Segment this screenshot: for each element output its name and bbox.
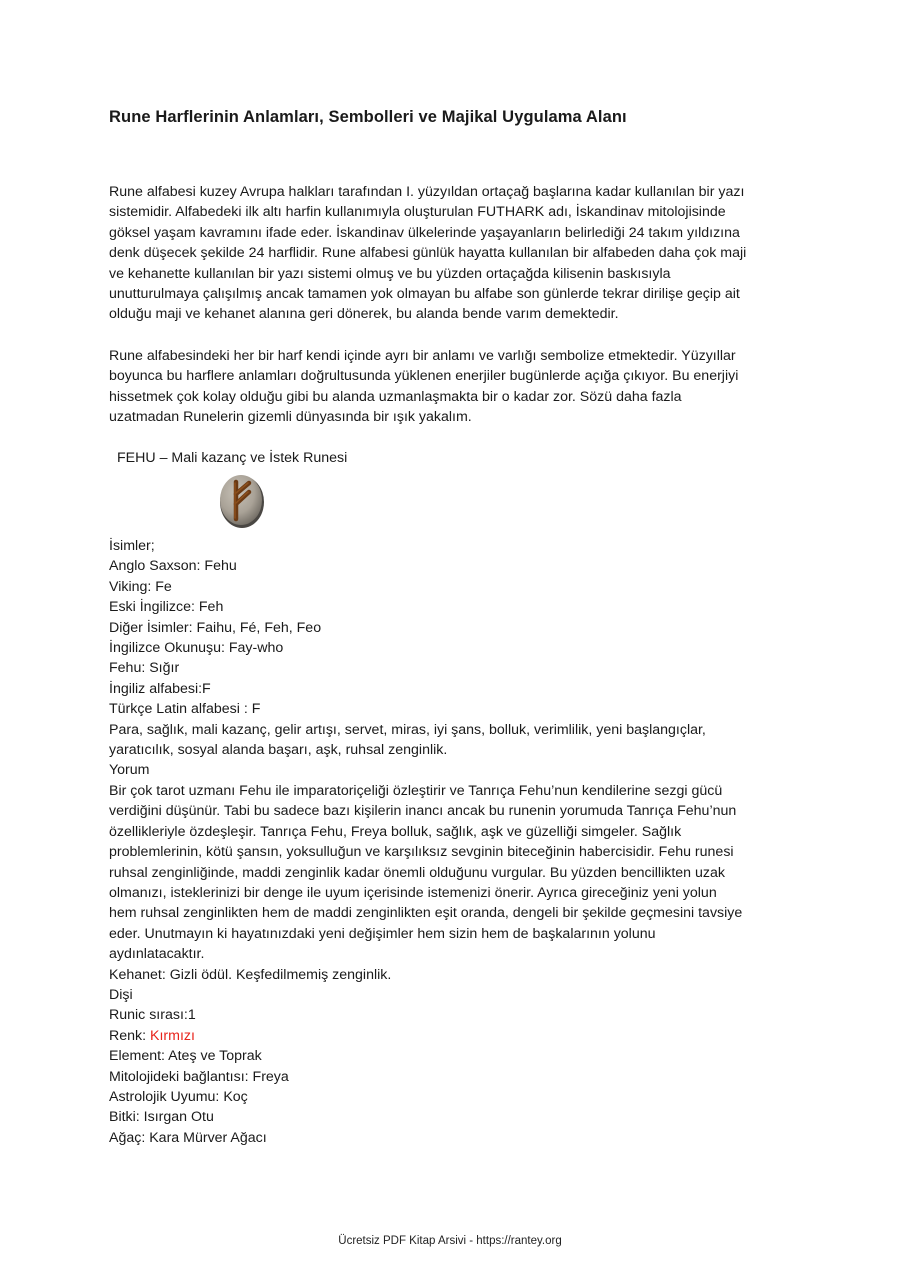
interpretation-line: verdiğini düşünür. Tabi bu sadece bazı kişilerin inancı ancak bu runenin yorumuda Tanrıça Fehu’nun [109, 803, 737, 820]
intro-paragraph [109, 182, 799, 325]
interpretation-line: özellikleriyle özdeşleşir. Tanrıça Fehu, Freya bolluk, sağlık, aşk ve güzelliği simgeler. Sağlık [109, 823, 682, 840]
astrology: Astrolojik Uyumu: Koç [109, 1088, 248, 1105]
text-line: unutturulmaya çalışılmış ancak tamamen yok olmayan bu alfabe son günlerde tekrar dirilişe geçip ait [109, 286, 740, 303]
page-title: Rune Harflerinin Anlamları, Sembolleri ve Majikal Uygulama Alanı [109, 108, 627, 126]
fehu-rune-stone-image [218, 472, 266, 530]
keywords-line: Para, sağlık, mali kazanç, gelir artışı, servet, miras, iyi şans, bolluk, verimlilik, yeni başlangıçlar, [109, 721, 706, 738]
interpretation-line: eder. Unutmayın ki hayatınızdaki yeni değişimler hem sizin hem de başkalarının yolunu [109, 925, 656, 942]
text-line: denk düşecek şekilde 24 harflidir. Rune alfabesi günlük hayatta kullanılan bir alfabeden daha çok maji [109, 245, 747, 262]
runic-order: Runic sırası:1 [109, 1007, 196, 1024]
text-line: boyunca bu harflere anlamları doğrultusunda yüklenen enerjiler bugünlerde açığa çıkıyor. Bu enerjiyi [109, 368, 739, 385]
interpretation-header: Yorum [109, 762, 150, 779]
turkish-alphabet: Türkçe Latin alfabesi : F [109, 701, 261, 718]
rune-heading: FEHU – Mali kazanç ve İstek Runesi [117, 450, 348, 466]
text-line: ve kehanette kullanılan bir yazı sistemi olmuş ve bu yüzden ortaçağda kilisenin baskısıyla [109, 265, 671, 282]
pronunciation: İngilizce Okunuşu: Fay-who [109, 640, 284, 657]
interpretation-line: problemlerinin, kötü şansın, yoksulluğun ve karşılıksız sevginin biteceğinin habercisidir. Fehu runesi [109, 844, 734, 861]
keywords-line: yaratıcılık, sosyal alanda başarı, aşk, ruhsal zenginlik. [109, 742, 448, 759]
fehu-rune-icon [218, 472, 266, 530]
interpretation-line: aydınlatacaktır. [109, 946, 205, 963]
text-line: olduğu maji ve kehanet alanına geri dönerek, bu alanda bende varım demektedir. [109, 306, 619, 323]
second-paragraph [109, 346, 799, 428]
old-english-name: Eski İngilizce: Feh [109, 599, 224, 616]
viking-name: Viking: Fe [109, 578, 172, 595]
names-header: İsimler; [109, 538, 155, 554]
rune-meaning: Fehu: Sığır [109, 660, 180, 677]
anglo-saxon-name: Anglo Saxson: Fehu [109, 558, 237, 575]
other-names: Diğer İsimler: Faihu, Fé, Feh, Feo [109, 619, 322, 636]
page-footer: Ücretsiz PDF Kitap Arsivi - https://rantey.org [338, 1235, 562, 1247]
mythology: Mitolojideki bağlantısı: Freya [109, 1068, 289, 1085]
rune-details [109, 536, 799, 1148]
element: Element: Ateş ve Toprak [109, 1048, 262, 1065]
text-line: sistemidir. Alfabedeki ilk altı harfin kullanımıyla oluşturulan FUTHARK adı, İskandinav mitolojisinde [109, 204, 726, 221]
text-line: uzatmadan Runelerin gizemli dünyasında bir ışık yakalım. [109, 409, 472, 426]
color-line [109, 1026, 799, 1046]
interpretation-line: ruhsal zenginliğinde, maddi zenginlik kadar önemli olduğunu vurgular. Bu yüzden bencillikten uzak [109, 864, 725, 881]
tree: Ağaç: Kara Mürver Ağacı [109, 1129, 267, 1146]
color-value: Kırmızı [150, 1027, 195, 1044]
plant: Bitki: Isırgan Otu [109, 1109, 214, 1126]
color-label: Renk: [109, 1027, 151, 1044]
text-line: göksel yaşam kavramını ifade eder. İskandinav ülkelerinde yaşayanların belirlediği 24 takım yıldızına [109, 224, 740, 241]
prophecy: Kehanet: Gizli ödül. Keşfedilmemiş zenginlik. [109, 966, 392, 983]
interpretation-line: hem ruhsal zenginlikten hem de maddi zenginlikten eşit oranda, dengeli bir şekilde geçmesini tavsiye [109, 905, 743, 922]
interpretation-line: olmanızı, isteklerinizi bir denge ile uyum içerisinde istemenizi önerir. Ayrıca gireceğiniz yeni yolun [109, 884, 717, 901]
text-line: Rune alfabesindeki her bir harf kendi içinde ayrı bir anlamı ve varlığı sembolize etmektedir. Yüzyıllar [109, 348, 736, 364]
gender: Dişi [109, 986, 133, 1003]
english-alphabet: İngiliz alfabesi:F [109, 680, 211, 697]
text-line: hissetmek çok kolay olduğu gibi bu alanda uzmanlaşmakta bir o kadar zor. Sözü daha fazla [109, 388, 682, 405]
interpretation-line: Bir çok tarot uzmanı Fehu ile imparatoriçeliği özleştirir ve Tanrıça Fehu’nun kendilerine sezgi gücü [109, 782, 723, 799]
text-line: Rune alfabesi kuzey Avrupa halkları tarafından I. yüzyıldan ortaçağ başlarına kadar kullanılan bir yazı [109, 184, 745, 200]
